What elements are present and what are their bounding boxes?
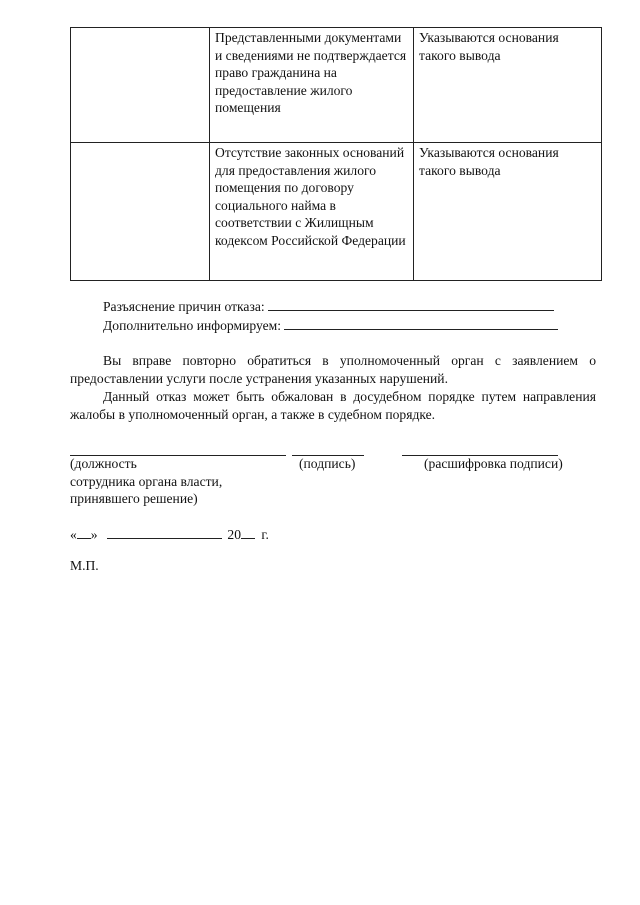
position-label-line: (должность [70,456,137,471]
table-cell-number [71,143,210,281]
table-row [71,143,602,281]
table-cell-explanation: Указываются основания такого вывода [414,143,602,281]
additional-info-line [103,316,558,334]
year-suffix: г. [261,527,269,542]
paragraph-appeal-text: Данный отказ может быть обжалован в досудебном порядке путем направления жалобы в уполномоченный орган, а также в судебном порядке. [70,389,596,422]
explanation-line [103,297,554,315]
date-close-quote: » [90,527,98,542]
date-line [70,525,269,543]
table-cell-explanation: Указываются основания такого вывода [414,28,602,143]
paragraph-appeal [70,388,596,423]
paragraph-reapply [70,352,596,387]
decoding-label: (расшифровка подписи) [424,456,563,471]
day-blank [77,525,91,539]
refusal-reasons-table [70,27,602,281]
date-open-quote: « [70,527,77,542]
year-blank [241,525,255,539]
sign-label: (подпись) [299,456,356,471]
month-blank [107,525,222,539]
additional-info-blank [284,316,558,330]
explanation-blank [268,297,554,311]
position-label-line: принявшего решение) [70,491,198,506]
table-cell-number [71,28,210,143]
position-label [70,455,222,508]
paragraph-reapply-text: Вы вправе повторно обратиться в уполномоченный орган с заявлением о предоставлении услуги после устранения указанных нарушений. [70,353,596,386]
explanation-label: Разъяснение причин отказа: [103,299,265,314]
table-cell-reason: Представленными документами и сведениями не подтверждается право гражданина на предоставление жилого помещения [210,28,414,143]
year-prefix: 20 [227,527,241,542]
table-cell-reason: Отсутствие законных оснований для предоставления жилого помещения по договору социального найма в соответствии с Жилищным кодексом Российской Федерации [210,143,414,281]
additional-info-label: Дополнительно информируем: [103,318,281,333]
position-label-line: сотрудника органа власти, [70,473,223,489]
stamp-place-label: М.П. [70,558,99,573]
table-row [71,28,602,143]
